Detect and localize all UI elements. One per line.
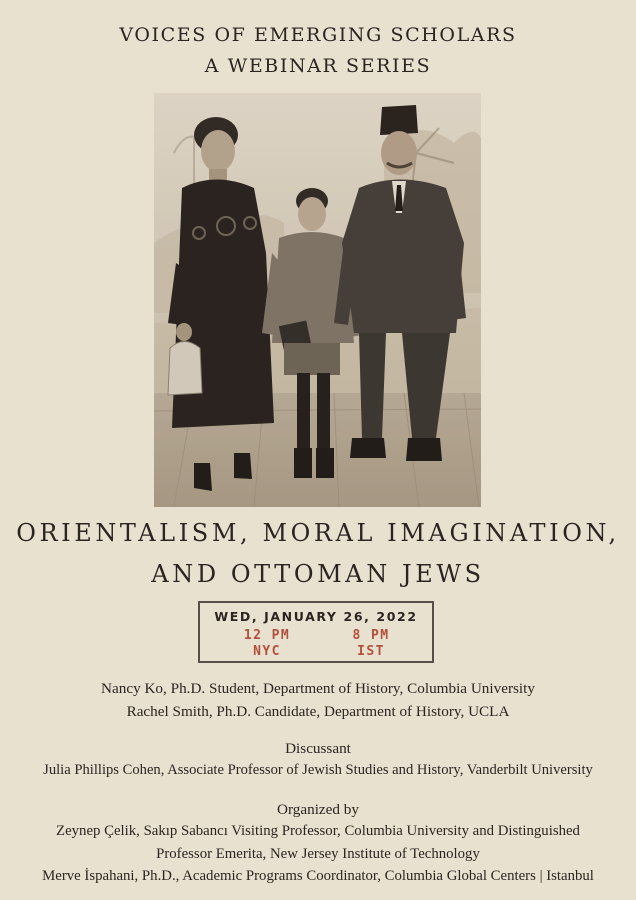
series-title: VOICES OF EMERGING SCHOLARS [119,24,517,46]
event-date: WED, JANUARY 26, 2022 [214,609,418,624]
speaker-1: Nancy Ko, Ph.D. Student, Department of History, Columbia University [101,680,535,697]
event-title-line-1: ORIENTALISM, MORAL IMAGINATION, [16,519,620,547]
time-ist-zone: IST [357,644,385,659]
organizer-line-3: Merve İspahani, Ph.D., Academic Programs Coordinator, Columbia Global Centers | Istanbul [42,868,594,884]
event-date-box [198,601,434,663]
organizers-heading: Organized by [277,801,359,818]
time-nyc-zone: NYC [253,644,281,659]
time-ist-value: 8 PM [352,628,390,643]
organizer-line-2: Professor Emerita, New Jersey Institute of Technology [156,846,480,862]
historic-family-photograph [154,93,481,507]
time-nyc-value: 12 PM [243,628,291,643]
time-nyc [222,628,312,660]
discussant-name: Julia Phillips Cohen, Associate Professor of Jewish Studies and History, Vanderbilt University [43,762,593,778]
discussant-heading: Discussant [285,740,351,757]
event-title-line-2: AND OTTOMAN JEWS [151,560,485,588]
speaker-2: Rachel Smith, Ph.D. Candidate, Department of History, UCLA [126,703,510,720]
time-ist [326,628,416,660]
organizer-line-1: Zeynep Çelik, Sakıp Sabancı Visiting Professor, Columbia University and Distinguished [56,823,580,839]
series-subtitle: A WEBINAR SERIES [204,55,432,77]
